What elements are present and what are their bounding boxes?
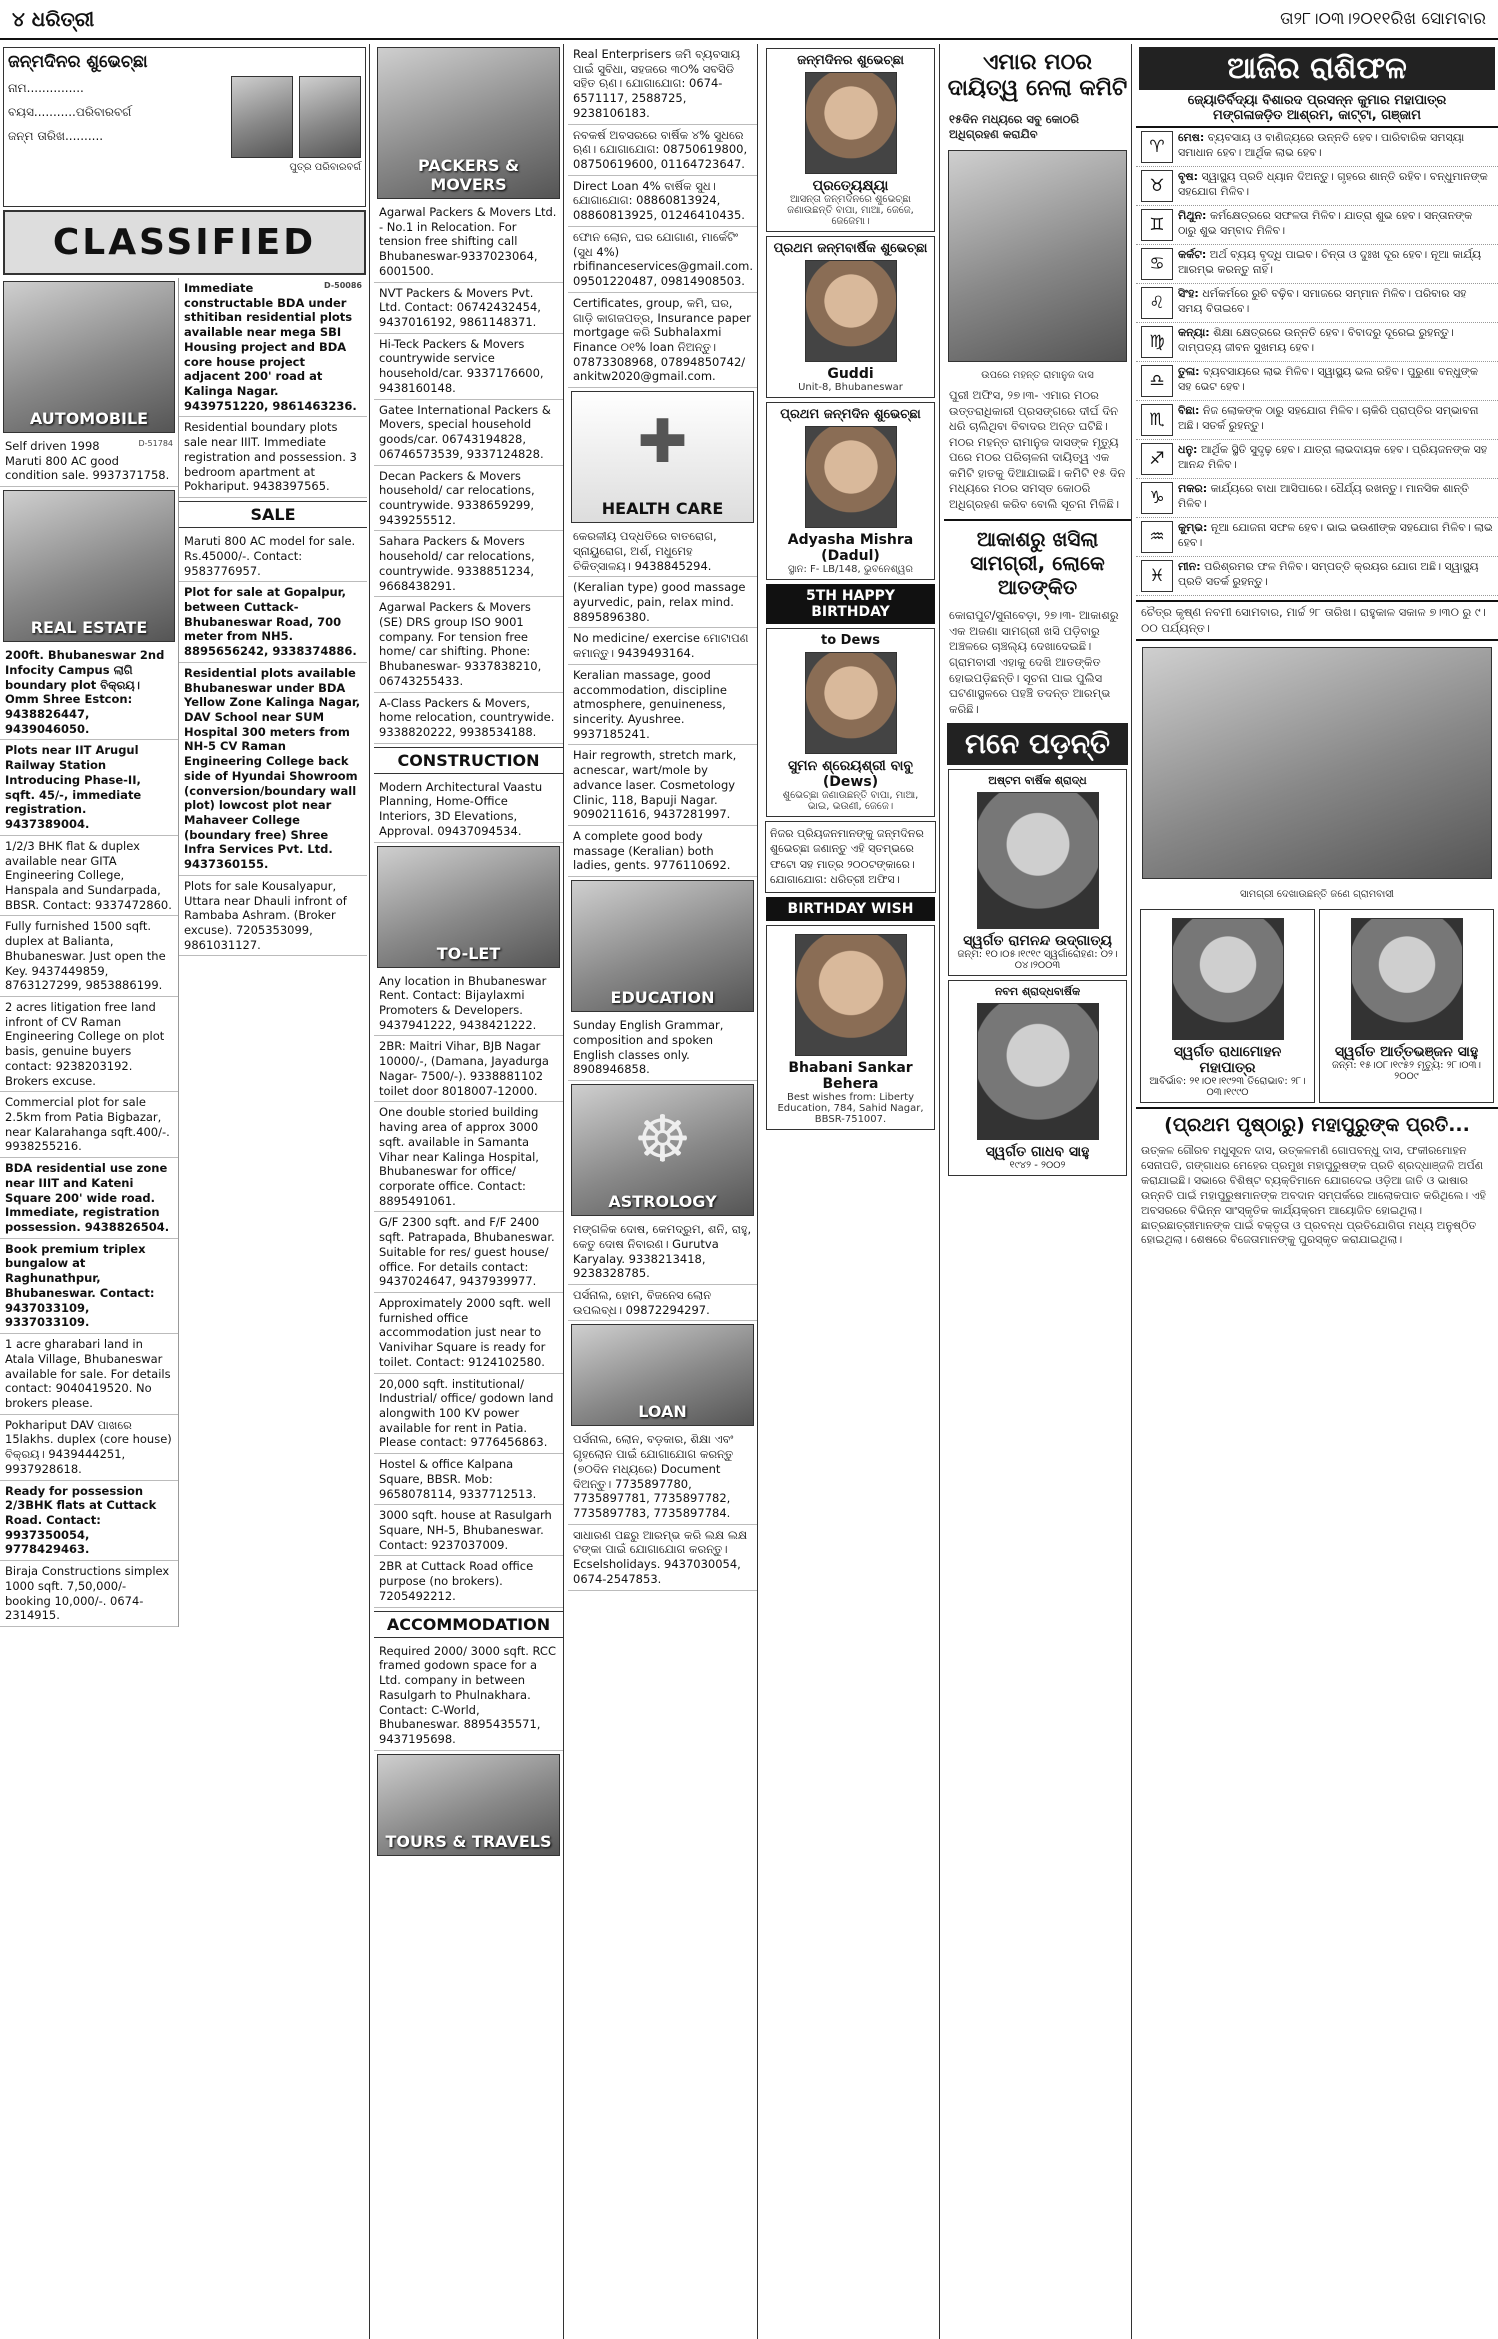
child-photo-2 [299, 76, 361, 158]
classified-ad: ଫୋନ ଲୋନ, ଘର ଯୋଗାଣ, ମାର୍କେଟିଂ (ସୁଧ 4%) rbifinanceservices@gmail.com. 09501220487, 09814908503. [568, 227, 757, 293]
classified-ad: 20,000 sqft. institutional/ Industrial/ office/ godown land alongwith 100 KV power available for rent in Patia. Please contact: 9776456863. [374, 1374, 563, 1455]
page-number: ୪ ଧରିତ୍ରୀ [12, 7, 95, 31]
classified-ad: 2BR: Maitri Vihar, BJB Nagar 10000/-, (Damana, Jayadurga Nagar- 7500/-). 9338881102 toilet door 8018007-12000. [374, 1036, 563, 1102]
rashi-item: ♉ ବୃଷ: ସ୍ୱାସ୍ଥ୍ୟ ପ୍ରତି ଧ୍ୟାନ ଦିଅନ୍ତୁ। ଗୃହରେ ଶାନ୍ତି ରହିବ। ବନ୍ଧୁମାନଙ୍କ ସହଯୋଗ ମିଳିବ। [1136, 167, 1498, 206]
classified-ad: ପର୍ସନାଲ, ଲୋନ, ବଡ଼କାର, ଶିକ୍ଷା ଏବଂ ଗୃହଲୋନ ପାଇଁ ଯୋଗାଯୋଗ କରନ୍ତୁ (୭୦ଦିନ ମଧ୍ୟରେ) Document ଦିଅନ୍ତୁ। 7735897780, 7735897781, 7735897782, 7735897783, 7735897784. [568, 1429, 757, 1524]
classified-ad: Ready for possession 2/3BHK flats at Cuttack Road. Contact: 9937350054, 9778429463. [0, 1481, 178, 1562]
continued-body: ଉତ୍କଳ ଗୌରବ ମଧୁସୂଦନ ଦାସ, ଉତ୍କଳମଣି ଗୋପବନ୍ଧୁ ଦାସ, ଫକୀରମୋହନ ସେନାପତି, ଗଙ୍ଗାଧର ମେହେର ପ୍ରମୁଖ ମହାପୁରୁଷଙ୍କ ପ୍ରତି ଶ୍ରଦ୍ଧାଞ୍ଜଳି ଅର୍ପଣ କରାଯାଇଛି। ସଭାରେ ବିଶିଷ୍ଟ ବ୍ୟକ୍ତିମାନେ ଯୋଗଦେଇ ଓଡ଼ିଆ ଜାତି ଓ ଭାଷାର ଉନ୍ନତି ପାଇଁ ମହାପୁରୁଷମାନଙ୍କ ଅବଦାନ ସମ୍ପର୍କରେ ଆଲୋକପାତ କରିଥିଲେ। ଏହି ଅବସରରେ ବିଭିନ୍ନ ସାଂସ୍କୃତିକ କାର୍ଯ୍ୟକ୍ରମ ଆୟୋଜିତ ହୋଇଥିଲା। ଛାତ୍ରଛାତ୍ରୀମାନଙ୍କ ପାଇଁ ବକ୍ତୃତା ଓ ପ୍ରବନ୍ଧ ପ୍ରତିଯୋଗିତା ମଧ୍ୟ ଅନୁଷ୍ଠିତ ହୋଇଥିଲା। ଶେଷରେ ବିଜେତାମାନଙ୍କୁ ପୁରସ୍କୃତ କରାଯାଇଥିଲା। [1141, 1144, 1486, 1247]
classified-ad: ମଙ୍ଗଳିକ ଦୋଷ, କେମଦ୍ରୁମ, ଶନି, ରାହୁ, କେତୁ ଦୋଷ ନିବାରଣ। Gurutva Karyalay. 9338213418, 9238328785. [568, 1219, 757, 1285]
astrologer-address: ମଙ୍ଗଳାଜଡ଼ିତ ଆଶ୍ରମ, କାଟ୍ଟା, ଗଞ୍ଜାମ [1136, 108, 1498, 128]
classified-ad: Pokhariput DAV ପାଖରେ 15lakhs. duplex (core house) ବିକ୍ରୟ। 9439444251, 9937928618. [0, 1415, 178, 1481]
birthday-card: ପ୍ରଥମ ଜନ୍ମବାର୍ଷିକ ଶୁଭେଚ୍ଛା Guddi Unit-8, Bhubaneswar [766, 236, 935, 398]
aries-icon: ♈ [1141, 131, 1173, 163]
astrologer-name: ଜ୍ୟୋତିର୍ବିଦ୍ୟା ବିଶାରଦ ପ୍ରସନ୍ନ କୁମାର ମହାପାତ୍ର [1187, 93, 1447, 108]
leo-icon: ♌ [1141, 287, 1173, 319]
classified-ad: Commercial plot for sale 2.5km from Patia Bigbazar, near Kalarahanga sqft.400/-. 9938255216. [0, 1092, 178, 1158]
sagittarius-icon: ♐ [1141, 443, 1173, 475]
classified-ad: Certificates, group, କମି, ଘର, ଗାଡ଼ି କାଗଜପତ୍ର, Insurance paper mortgage କରି Subhalaxmi Finance ୦୧% loan ନିଅନ୍ତୁ। 07873308968, 07894850742/ ankitw2020@gmail.com. [568, 293, 757, 388]
classified-ad: 2BR at Cuttack Road office purpose (no brokers). 7205492212. [374, 1556, 563, 1607]
gemini-icon: ♊ [1141, 209, 1173, 241]
aquarius-icon: ♒ [1141, 521, 1173, 553]
classified-ad: D-51784 Self driven 1998 Maruti 800 AC good condition sale. 9937371758. [0, 436, 178, 487]
classified-ad: Residential plots available Bhubaneswar under BDA Yellow Zone Kalinga Nagar, DAV School near SUM Hospital 300 meters from NH-5 CV Raman Engineering College back side of Hyundai Showroom (conversion/boundary wall plot) lowcost plot near Mahaveer College (boundary free) Shree Infra Services Pvt. Ltd. 9437360155. [179, 663, 367, 876]
classified-ad: G/F 2300 sqft. and F/F 2400 sqft. Patrapada, Bhubaneswar. Suitable for res/ guest house/ office. For details contact: 9437024647, 9437939977. [374, 1212, 563, 1293]
accommodation-heading: ACCOMMODATION [374, 1611, 563, 1638]
classified-ad: A-Class Packers & Movers, home relocation, countrywide. 9338820222, 9938534188. [374, 693, 563, 744]
villager-photo-caption: ସାମଗ୍ରୀ ଦେଖାଉଛନ୍ତି ଜଣେ ଗ୍ରାମବାସୀ [1240, 889, 1394, 901]
classified-ad: Decan Packers & Movers household/ car relocations, countrywide. 9338659299, 9439255512. [374, 466, 563, 532]
obituary-card: ସ୍ୱର୍ଗତ ଆର୍ତ୍ତଭଞ୍ଜନ ସାହୁ ଜନ୍ମ: ୧୫।୦୮।୧୯୫୨ ମୃତ୍ୟୁ: ୨୮।୦୩।୨୦୦୯ [1319, 909, 1494, 1103]
astrology-image [571, 1084, 754, 1216]
birthday-form [3, 47, 366, 207]
classified-ad: Direct Loan 4% ବାର୍ଷିକ ସୁଧ। ଯୋଗାଯୋଗ: 08860813924, 08860813925, 01246410435. [568, 176, 757, 227]
form-field-name: ନାମ............... [8, 81, 84, 95]
classified-banner: CLASSIFIED [3, 210, 366, 275]
classified-column-1 [0, 44, 370, 2339]
news-headline-sky: ଆକାଶରୁ ଖସିଲା ସାମଗ୍ରୀ, ଲୋକେ ଆତଙ୍କିତ [944, 519, 1131, 605]
rashi-item: ♋ କର୍କଟ: ଅର୍ଥ ବ୍ୟୟ ବୃଦ୍ଧି ପାଇବ। ଚିନ୍ତା ଓ ଦୁଃଖ ଦୂର ହେବ। ନୂଆ କାର୍ଯ୍ୟ ଆରମ୍ଭ କରନ୍ତୁ ନାହିଁ। [1136, 245, 1498, 284]
rashi-item: ♒ କୁମ୍ଭ: ନୂଆ ଯୋଜନା ସଫଳ ହେବ। ଭାଇ ଭଉଣୀଙ୍କ ସହଯୋଗ ମିଳିବ। ଲାଭ ହେବ। [1136, 518, 1498, 557]
form-field-age: ବୟସ...........ପରିବାରବର୍ଗ [8, 105, 132, 119]
rashifal-title: ଆଜିର ରାଶିଫଳ [1139, 47, 1495, 90]
classified-ad: Agarwal Packers & Movers Ltd. - No.1 in Relocation. For tension free shifting call Bhubaneswar-9337023064, 6001500. [374, 202, 563, 283]
classified-ad: କେରଳୀୟ ପଦ୍ଧତିରେ ବାତରୋଗ, ସ୍ନାୟୁରୋଗ, ଅର୍ଶ, ମଧୁମେହ ଚିକିତ୍ସାଳୟ। 9438845294. [568, 526, 757, 577]
classified-ad: BDA residential use zone near IIIT and Kateni Square 200' wide road. Immediate, registration possession. 9438826504. [0, 1158, 178, 1239]
classified-ad: Hi-Teck Packers & Movers countrywide service household/car. 9337176600, 9438160148. [374, 334, 563, 400]
classified-ad: Biraja Constructions simplex 1000 sqft. 7,50,000/- booking 10,000/-. 0674-2314915. [0, 1561, 178, 1627]
packers-movers-label: PACKERS & MOVERS [417, 156, 520, 194]
classified-ad: (Keralian type) good massage ayurvedic, pain, relax mind. 8895896380. [568, 577, 757, 628]
classified-ad: ପର୍ସନାଲ, ହୋମ, ବିଜନେସ ଲୋନ ଉପଲବ୍ଧ। 09872294297. [568, 1285, 757, 1321]
construction-heading: CONSTRUCTION [374, 747, 563, 774]
fifth-birthday-ribbon: 5TH HAPPY BIRTHDAY [766, 584, 935, 624]
birthday-form-caption: ପୁତ୍ର ପରିବାରବର୍ଗ [289, 162, 361, 173]
rashi-item: ♊ ମିଥୁନ: କର୍ମକ୍ଷେତ୍ରରେ ସଫଳତା ମିଳିବ। ଯାତ୍ରା ଶୁଭ ହେବ। ସନ୍ତାନଙ୍କ ଠାରୁ ଶୁଭ ସମ୍ବାଦ ମିଳିବ। [1136, 206, 1498, 245]
classified-ad: Plots for sale Kousalyapur, Uttara near Dhauli infront of Rambaba Ashram. (Broker excuse). 7205353099, 9861031127. [179, 876, 367, 957]
classified-ad: ନବକର୍ଷ ଅବସରରେ ବାର୍ଷିକ ୪% ସୁଧରେ ଋଣ। ଯୋଗାଯୋଗ: 08750619800, 08750619600, 01164723647. [568, 125, 757, 176]
scorpio-icon: ♏ [1141, 404, 1173, 436]
classified-ad: Hair regrowth, stretch mark, acnescar, wart/mole by advance laser. Cosmetology Clinic, 118, Bapuji Nagar. 9090211616, 9437281997. [568, 745, 757, 826]
birthday-card: ପ୍ରଥମ ଜନ୍ମଦିନ ଶୁଭେଚ୍ଛା Adyasha Mishra (Dadul) ସ୍ଥାନ: F- LB/148, ଭୁବନେଶ୍ୱର [766, 402, 935, 580]
classified-ad: 200ft. Bhubaneswar 2nd Infocity Campus ଲାଗି boundary plot ବିକ୍ରୟ। Omm Shree Estcon: 9438826447, 9439046050. [0, 645, 178, 740]
classified-ad: Sahara Packers & Movers household/ car relocations, countrywide. 9338851234, 9668438291. [374, 531, 563, 597]
rashi-item: ♌ ସିଂହ: ଧର୍ମକର୍ମରେ ରୁଚି ବଢ଼ିବ। ସମାଜରେ ସମ୍ମାନ ମିଳିବ। ପରିବାର ସହ ସମୟ ବିତାଇବେ। [1136, 284, 1498, 323]
automobile-section-label: AUTOMOBILE [29, 409, 149, 428]
classified-ad: Gatee International Packers & Movers, special household goods/car. 06743194828, 06746573539, 9337124828. [374, 400, 563, 466]
person-photo [795, 934, 907, 1056]
mahant-photo-caption: ଉପରେ ମହନ୍ତ ରାମାନୁଜ ଦାସ [981, 369, 1094, 381]
deceased-photo [977, 792, 1099, 929]
news-headline-math: ଏମାର ମଠର ଦାୟିତ୍ୱ ନେଲା କମିଟି [947, 50, 1128, 102]
rashi-item: ♓ ମୀନ: ପରିଶ୍ରମର ଫଳ ମିଳିବ। ସମ୍ପତ୍ତି କ୍ରୟର ଯୋଗ ଅଛି। ସ୍ୱାସ୍ଥ୍ୟ ପ୍ରତି ସତର୍କ ରୁହନ୍ତୁ। [1136, 557, 1498, 596]
form-field-dob: ଜନ୍ମ ତାରିଖ.......... [8, 129, 104, 143]
astrology-label: ASTROLOGY [608, 1192, 717, 1212]
child-photo-1 [231, 76, 293, 158]
tours-travels-label: TOURS & TRAVELS [385, 1831, 552, 1851]
rashi-item: ♏ ବିଛା: ନିଜ ଲୋକଙ୍କ ଠାରୁ ସହଯୋଗ ମିଳିବ। ଚାକିରି ପ୍ରାପ୍ତିର ସମ୍ଭାବନା ଅଛି। ସତର୍କ ରୁହନ୍ତୁ। [1136, 401, 1498, 440]
deceased-photo [1172, 918, 1284, 1040]
birthday-card: to Dews ସୁମନ ଶ୍ରେୟଶ୍ରୀ ବାବୁ (Dews) ଶୁଭେଚ୍ଛା ଜଣାଉଛନ୍ତି ବାପା, ମାଆ, ଭାଇ, ଭଉଣୀ, ଜେଜେ। [766, 628, 935, 817]
rashi-item: ♍ କନ୍ୟା: ଶିକ୍ଷା କ୍ଷେତ୍ରରେ ଉନ୍ନତି ହେବ। ବିବାଦରୁ ଦୂରେଇ ରୁହନ୍ତୁ। ଦାମ୍ପତ୍ୟ ଜୀବନ ସୁଖମୟ ହେବ। [1136, 323, 1498, 362]
zodiac-wheel-icon: ☸ [633, 1103, 692, 1178]
classified-ad: No medicine/ exercise ମୋଟାପଣ କମାନ୍ତୁ। 9439493164. [568, 628, 757, 664]
child-photo [805, 652, 897, 754]
birthday-wish-card: Bhabani Sankar Behera Best wishes from: Liberty Education, 784, Sahid Nagar, BBSR-751007. [766, 925, 935, 1130]
virgo-icon: ♍ [1141, 326, 1173, 358]
pisces-icon: ♓ [1141, 560, 1173, 592]
to-let-image [377, 846, 560, 968]
classified-ad: Approximately 2000 sqft. well furnished office accommodation just near to Vanivihar Square is ready for toilet. Contact: 9124102580. [374, 1293, 563, 1374]
libra-icon: ♎ [1141, 365, 1173, 397]
classified-ad: NVT Packers & Movers Pvt. Ltd. Contact: 06742432454, 9437016192, 9861148371. [374, 283, 563, 334]
classified-ad: Real Enterprisers ଜମି ବ୍ୟବସାୟ ପାଇଁ ସୁବିଧା, ସହଜରେ ୩୦% ସବସିଡି ସହିତ ଋଣ। ଯୋଗାଯୋଗ: 0674-6571117, 2588725, 9238106183. [568, 44, 757, 125]
classified-ad: Residential boundary plots sale near IIIT. Immediate registration and possession. 3 bedroom apartment at Pokhariput. 9438397565. [179, 417, 367, 498]
rashi-item: ♐ ଧନୁ: ଆର୍ଥିକ ସ୍ଥିତି ସୁଦୃଢ଼ ହେବ। ଯାତ୍ରା ଲାଭଦାୟକ ହେବ। ପ୍ରିୟଜନଙ୍କ ସହ ଆନନ୍ଦ ମିଳିବ। [1136, 440, 1498, 479]
classified-ad: One double storied building having area of approx 3000 sqft. available in Samanta Vihar near Kalinga Hospital, Bhubaneswar for office/ corporate office. Contact: 8895491061. [374, 1102, 563, 1212]
news-lead-math: ୧୫ଦିନ ମଧ୍ୟରେ ସବୁ କୋଠରି ଅଧିଗ୍ରହଣ କରାଯିବ [949, 111, 1079, 142]
obituary-card: ସ୍ୱର୍ଗତ ରାଧାମୋହନ ମହାପାତ୍ର ଆବିର୍ଭାବ: ୨୧।୦୧।୧୯୨୩ ତିରୋଭାବ: ୨୮।୦୩।୧୯୯୦ [1140, 909, 1315, 1103]
classified-ad: Sunday English Grammar, composition and spoken English classes only. 8908946858. [568, 1015, 757, 1081]
birthday-column [762, 44, 940, 2339]
classified-ad: D-50086 Immediate constructable BDA under sthitiban residential plots available near mega SBI Housing project and BDA core house project adjacent 200' road at Kalinga Nagar. 9439751220, 9861463236. [179, 278, 367, 417]
classified-column-3 [568, 44, 758, 2339]
deceased-photo [977, 1003, 1099, 1140]
loan-image [571, 1324, 754, 1426]
loan-label: LOAN [638, 1402, 687, 1422]
panjika-footer: ଚୈତ୍ର କୃଷ୍ଣ ନବମୀ ସୋମବାର, ମାର୍ଚ୍ଚ ୨୮ ତାରିଖ। ରାହୁକାଳ ସକାଳ ୭।୩୦ ରୁ ୯।୦୦ ପର୍ଯ୍ୟନ୍ତ। [1136, 600, 1498, 641]
birthday-card: ଜନ୍ମଦିନର ଶୁଭେଚ୍ଛା ପ୍ରତ୍ୟେକ୍ଷ୍ୟା ଆସନ୍ତା ଜନ୍ମଦିନରେ ଶୁଭେଚ୍ଛା ଜଣାଉଛନ୍ତି ବାପା, ମାଆ, ଜେଜେ, ଜେଜେମା। [766, 48, 935, 232]
education-label: EDUCATION [610, 988, 715, 1008]
classified-ad: Agarwal Packers & Movers (SE) DRS group ISO 9001 company. For tension free home/ car shifting. Phone: Bhubaneswar- 9337838210, 06743255433. [374, 597, 563, 692]
page-header [0, 0, 1498, 40]
villager-photo [1142, 647, 1492, 879]
tours-travels-image [377, 1754, 560, 1856]
classified-ad: Plot for sale at Gopalpur, between Cuttack-Bhubaneswar Road, 700 meter from NH5. 8895656242, 9338374886. [179, 582, 367, 663]
classified-ad: Book premium triplex bungalow at Raghunathpur, Bhubaneswar. Contact: 9437033109, 9337033109. [0, 1239, 178, 1334]
education-image [571, 880, 754, 1012]
continued-headline: (ପ୍ରଥମ ପୃଷ୍ଠାରୁ) ମହାପୁରୁଙ୍କ ପ୍ରତି... [1136, 1107, 1498, 1142]
classified-ad: Keralian massage, good accommodation, discipline atmosphere, genuineness, sincerity. Ayushree. 9937185241. [568, 665, 757, 746]
mahant-photo [948, 150, 1127, 362]
packers-movers-image [377, 47, 560, 199]
birthday-form-title: ଜନ୍ମଦିନର ଶୁଭେଚ୍ଛା [8, 52, 148, 72]
health-care-label: HEALTH CARE [601, 499, 724, 519]
classified-ad: Hostel & office Kalpana Square, BBSR. Mob: 9658078114, 9337712513. [374, 1454, 563, 1505]
classified-ad: Any location in Bhubaneswar Rent. Contact: Bijaylaxmi Promoters & Developers. 9437941222, 9438421222. [374, 971, 563, 1037]
rashi-item: ♈ ମେଷ: ବ୍ୟବସାୟ ଓ ବାଣିଜ୍ୟରେ ଉନ୍ନତି ହେବ। ପାରିବାରିକ ସମସ୍ୟା ସମାଧାନ ହେବ। ଆର୍ଥିକ ଲାଭ ହେବ। [1136, 128, 1498, 167]
sale-heading: SALE [179, 501, 367, 528]
news-column [944, 44, 1132, 2339]
classified-column-2 [374, 44, 564, 2339]
classified-ad: A complete good body massage (Keralian) both ladies, gents. 9776110692. [568, 826, 757, 877]
classified-ad: 2 acres litigation free land infront of CV Raman Engineering College on plot basis, genuine buyers contact: 9238203192. Brokers excuse. [0, 997, 178, 1092]
obituary-card: ଅଷ୍ଟମ ବାର୍ଷିକ ଶ୍ରାଦ୍ଧ ସ୍ୱର୍ଗତ ରାମନନ୍ଦ ଉଦ୍ଗାତ୍ୟ ଜନ୍ମ: ୧୦।୦୫।୧୯୧୯ ସ୍ୱର୍ଗାରୋହଣ: ୦୨।୦୪।୨୦୦୩ [948, 769, 1127, 976]
real-estate-section-label: REAL ESTATE [30, 618, 148, 638]
classified-ad: Required 2000/ 3000 sqft. RCC framed godown space for a Ltd. company in between Rasulgarh to Phulnakhara. Contact: C-World, Bhubaneswar. 8895435571, 9437195698. [374, 1641, 563, 1751]
classified-ad: 1/2/3 BHK flat & duplex available near GITA Engineering College, Hanspala and Sundarpada, BBSR. Contact: 9337472860. [0, 836, 178, 917]
cancer-icon: ♋ [1141, 248, 1173, 280]
news-body-math: ପୁରୀ ଅଫିସ, ୨୭।୩- ଏମାର ମଠର ଉତ୍ତରାଧିକାରୀ ପ୍ରସଙ୍ଗରେ ଦୀର୍ଘ ଦିନ ଧରି ଚାଲିଥିବା ବିବାଦର ଅନ୍ତ ଘଟିଛି। ମଠର ମହନ୍ତ ରାମାନୁଜ ଦାସଙ୍କ ମୃତ୍ୟୁ ପରେ ମଠର ପରିଚାଳନା ଦାୟିତ୍ୱ ଏକ କମିଟି ହାତକୁ ଦିଆଯାଇଛି। କମିଟି ୧୫ ଦିନ ମଧ୍ୟରେ ମଠର ସମସ୍ତ କୋଠରି ଅଧିଗ୍ରହଣ କରିବ ବୋଲି ସୂଚନା ମିଳିଛି। [949, 388, 1126, 511]
mane-padanti-banner: ମନେ ପଡ଼ନ୍ତି [947, 723, 1128, 765]
deceased-photo [1351, 918, 1463, 1040]
birthday-wish-ribbon: BIRTHDAY WISH [766, 897, 935, 921]
medical-cross-icon: ✚ [637, 407, 688, 478]
child-photo [805, 260, 897, 362]
classified-ad: Modern Architectural Vaastu Planning, Home-Office Interiors, 3D Elevations, Approval. 09437094534. [374, 777, 563, 843]
rashifal-column [1136, 44, 1498, 2339]
rashi-item: ♎ ତୁଳା: ବ୍ୟବସାୟରେ ଲାଭ ମିଳିବ। ସ୍ୱାସ୍ଥ୍ୟ ଭଲ ରହିବ। ପୁରୁଣା ବନ୍ଧୁଙ୍କ ସହ ଭେଟ ହେବ। [1136, 362, 1498, 401]
classified-ad: Maruti 800 AC model for sale. Rs.45000/-. Contact: 9583776957. [179, 531, 367, 582]
capricorn-icon: ♑ [1141, 482, 1173, 514]
rashi-item: ♑ ମକର: କାର୍ଯ୍ୟରେ ବାଧା ଆସିପାରେ। ଧୈର୍ଯ୍ୟ ରଖନ୍ତୁ। ମାନସିକ ଶାନ୍ତି ମିଳିବ। [1136, 479, 1498, 518]
classified-ad: 3000 sqft. house at Rasulgarh Square, NH-5, Bhubaneswar. Contact: 9237037009. [374, 1505, 563, 1556]
child-photo [805, 72, 897, 174]
page-date: ତା୨୮।୦୩।୨୦୧୧ରିଖ ସୋମବାର [1280, 9, 1486, 29]
rashi-list [1136, 128, 1498, 596]
classified-ad: Plots near IIT Arugul Railway Station Introducing Phase-II, sqft. 45/-, immediate registration. 9437389004. [0, 740, 178, 835]
to-let-label: TO-LET [436, 943, 501, 963]
real-estate-section-image [3, 490, 175, 642]
automobile-section-image [3, 281, 175, 433]
taurus-icon: ♉ [1141, 170, 1173, 202]
child-photo [805, 426, 897, 528]
classified-ad: Fully furnished 1500 sqft. duplex at Balianta, Bhubaneswar. Just open the Key. 9437449859, 8763127299, 9853886199. [0, 916, 178, 997]
health-care-image [571, 391, 754, 523]
classified-ad: ସାଧାରଣ ପଛରୁ ଆରମ୍ଭ କରି ଲକ୍ଷ ଲକ୍ଷ ଟଙ୍କା ପାଇଁ ଯୋଗାଯୋଗ କରନ୍ତୁ। Ecselsholidays. 9437030054, 0674-2547853. [568, 1525, 757, 1591]
obituary-card: ନବମ ଶ୍ରାଦ୍ଧବାର୍ଷିକ ସ୍ୱର୍ଗତ ଗାଧବ ସାହୁ ୧୯୪୨ - ୨୦୦୨ [948, 980, 1127, 1176]
news-body-sky: କୋରାପୁଟ/ସୁନାବେଡ଼ା, ୨୭।୩- ଆକାଶରୁ ଏକ ଅଜଣା ସାମଗ୍ରୀ ଖସି ପଡ଼ିବାରୁ ଅଞ୍ଚଳରେ ଚାଞ୍ଚଲ୍ୟ ଦେଖାଦେଇଛି। ଗ୍ରାମବାସୀ ଏହାକୁ ଦେଖି ଆତଙ୍କିତ ହୋଇପଡ଼ିଛନ୍ତି। ସୂଚନା ପାଇ ପୁଲିସ ଘଟଣାସ୍ଥଳରେ ପହଞ୍ଚି ତଦନ୍ତ ଆରମ୍ଭ କରିଛି। [949, 608, 1119, 716]
birthday-notice: ନିଜର ପ୍ରିୟଜନମାନଙ୍କୁ ଜନ୍ମଦିନର ଶୁଭେଚ୍ଛା ଜଣାନ୍ତୁ ଏହି ସ୍ତମ୍ଭରେ ଫଟୋ ସହ ମାତ୍ର ୨୦୦ଟଙ୍କାରେ। ଯୋଗାଯୋଗ: ଧରିତ୍ରୀ ଅଫିସ। [765, 821, 936, 893]
classified-ad: 1 acre gharabari land in Atala Village, Bhubaneswar available for sale. For details contact: 9040419520. No brokers please. [0, 1334, 178, 1415]
